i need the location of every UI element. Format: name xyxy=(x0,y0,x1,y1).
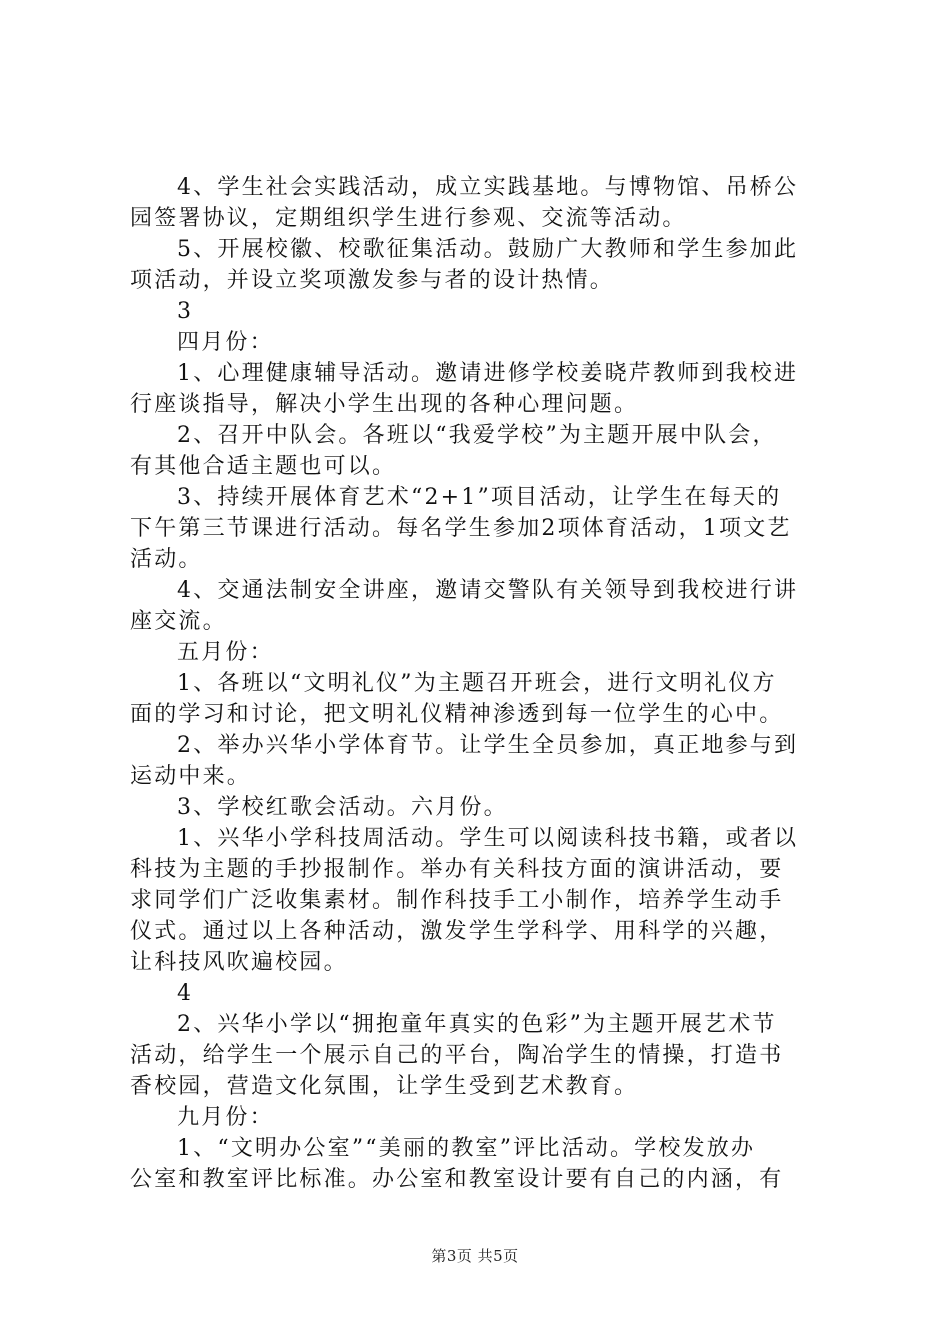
document-body xyxy=(130,172,830,1195)
text-line: 下午第三节课进行活动。每名学生参加2项体育活动，1项文艺 xyxy=(130,516,792,541)
text-line: 1、心理健康辅导活动。邀请进修学校姜晓芹教师到我校进 xyxy=(177,361,799,386)
text-line: 1、兴华小学科技周活动。学生可以阅读科技书籍，或者以 xyxy=(177,826,799,851)
text-line: 2、举办兴华小学体育节。让学生全员参加，真正地参与到 xyxy=(177,733,799,758)
text-line: 5、开展校徽、校歌征集活动。鼓励广大教师和学生参加此 xyxy=(177,237,799,262)
text-line: 科技为主题的手抄报制作。举办有关科技方面的演讲活动，要 xyxy=(130,857,784,882)
text-line: 仪式。通过以上各种活动，激发学生学科学、用科学的兴趣， xyxy=(130,919,784,944)
text-line: 让科技风吹遍校园。 xyxy=(130,950,348,975)
text-line: 座交流。 xyxy=(130,609,227,634)
text-line: 香校园，营造文化氛围，让学生受到艺术教育。 xyxy=(130,1074,639,1099)
text-line: 3、持续开展体育艺术“2+1”项目活动，让学生在每天的 xyxy=(177,485,782,510)
text-line: 行座谈指导，解决小学生出现的各种心理问题。 xyxy=(130,392,639,417)
text-line: 2、兴华小学以“拥抱童年真实的色彩”为主题开展艺术节 xyxy=(177,1012,777,1037)
text-line: 九月份： xyxy=(177,1105,274,1130)
text-line: 五月份： xyxy=(177,640,274,665)
text-line: 1、各班以“文明礼仪”为主题召开班会，进行文明礼仪方 xyxy=(177,671,777,696)
text-line: 活动。 xyxy=(130,547,203,572)
text-line: 项活动，并设立奖项激发参与者的设计热情。 xyxy=(130,268,615,293)
text-line: 活动，给学生一个展示自己的平台，陶冶学生的情操，打造书 xyxy=(130,1043,784,1068)
text-line: 3、学校红歌会活动。六月份。 xyxy=(177,795,508,820)
text-line: 园签署协议，定期组织学生进行参观、交流等活动。 xyxy=(130,206,687,231)
text-line: 2、召开中队会。各班以“我爱学校”为主题开展中队会， xyxy=(177,423,777,448)
text-line: 面的学习和讨论，把文明礼仪精神渗透到每一位学生的心中。 xyxy=(130,702,784,727)
text-line: 有其他合适主题也可以。 xyxy=(130,454,397,479)
text-line: 4、学生社会实践活动，成立实践基地。与博物馆、吊桥公 xyxy=(177,175,799,200)
page-footer: 第3页 共5页 xyxy=(431,1247,519,1265)
text-line: 1、“文明办公室”“美丽的教室”评比活动。学校发放办 xyxy=(177,1136,756,1161)
text-line: 求同学们广泛收集素材。制作科技手工小制作，培养学生动手 xyxy=(130,888,784,913)
text-line: 3 xyxy=(177,299,194,324)
text-line: 四月份： xyxy=(177,330,274,355)
text-line: 4 xyxy=(177,981,194,1006)
text-line: 4、交通法制安全讲座，邀请交警队有关领导到我校进行讲 xyxy=(177,578,799,603)
text-line: 公室和教室评比标准。办公室和教室设计要有自己的内涵，有 xyxy=(130,1167,784,1192)
text-line: 运动中来。 xyxy=(130,764,252,789)
